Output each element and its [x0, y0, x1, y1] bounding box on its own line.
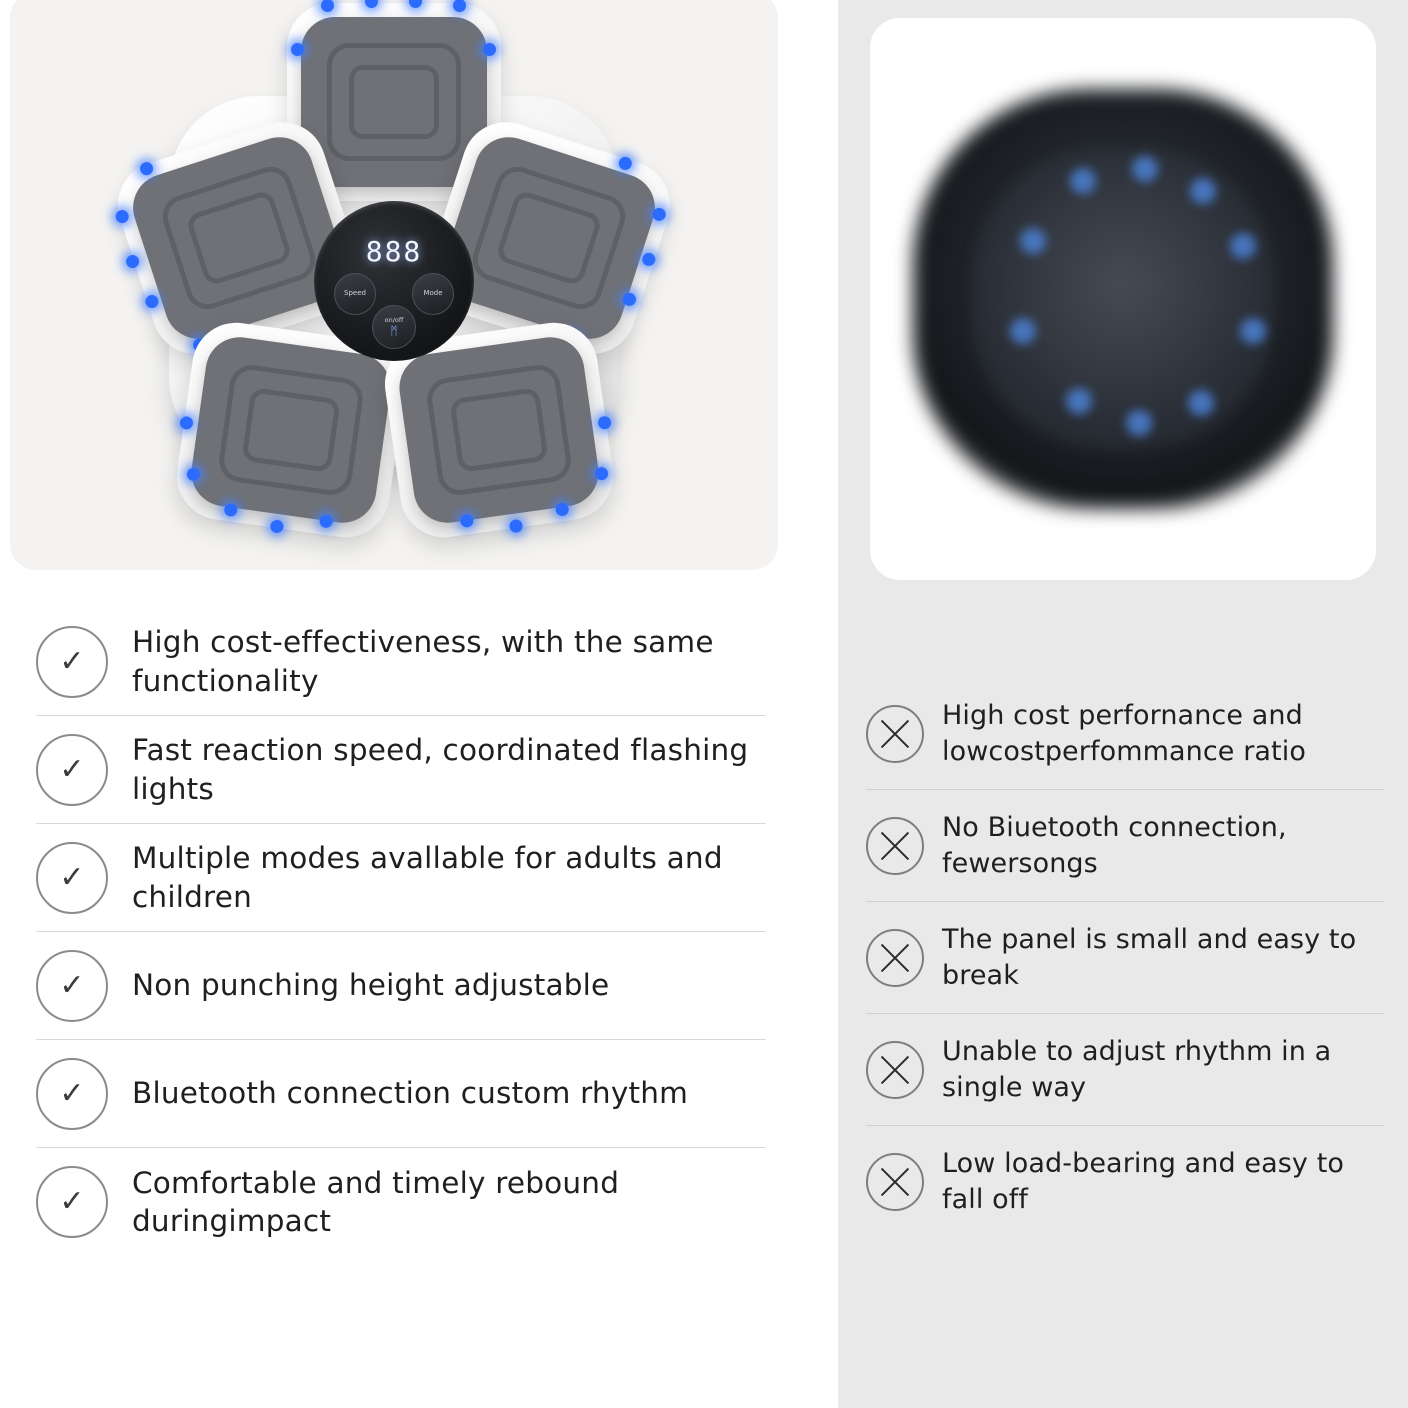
- list-item: [866, 678, 1384, 790]
- check-icon: ✓: [36, 1166, 108, 1238]
- check-icon: ✓: [36, 1058, 108, 1130]
- cross-icon: [866, 1153, 924, 1211]
- led-indicator: [1188, 390, 1214, 416]
- speed-button[interactable]: Speed: [334, 273, 376, 315]
- led-indicator: [1126, 410, 1152, 436]
- led-indicator: [597, 415, 612, 430]
- led-indicator: [321, 0, 334, 12]
- led-indicator: [1020, 228, 1046, 254]
- list-item: [36, 1040, 766, 1148]
- cross-icon: [866, 705, 924, 763]
- check-icon: ✓: [36, 842, 108, 914]
- led-indicator: [641, 251, 657, 267]
- list-item: [36, 716, 766, 824]
- led-indicator: [319, 514, 334, 529]
- check-icon: ✓: [36, 950, 108, 1022]
- drawback-text: The panel is small and easy to break: [942, 923, 1357, 991]
- cross-icon: [866, 817, 924, 875]
- boxing-machine-illustration: [74, 1, 714, 561]
- led-indicator: [144, 293, 160, 309]
- feature-text: Comfortable and timely rebound duringimpact: [132, 1165, 620, 1238]
- list-item: [36, 824, 766, 932]
- feature-list: [36, 608, 766, 1256]
- digital-display: 888: [365, 235, 423, 268]
- led-indicator: [179, 416, 194, 431]
- competitor-image-card: [870, 18, 1376, 580]
- led-indicator: [291, 43, 304, 56]
- led-indicator: [1132, 156, 1158, 182]
- mode-button[interactable]: Mode: [412, 273, 454, 315]
- list-item: [866, 902, 1384, 1014]
- feature-text: Non punching height adjustable: [132, 968, 610, 1003]
- drawback-list: [866, 678, 1384, 1238]
- pad-surface: [187, 333, 395, 527]
- cross-icon: [866, 929, 924, 987]
- check-icon: ✓: [36, 734, 108, 806]
- led-indicator: [114, 208, 130, 224]
- feature-text: Bluetooth connection custom rhythm: [132, 1076, 689, 1111]
- led-indicator: [1070, 168, 1096, 194]
- led-indicator: [483, 43, 496, 56]
- led-indicator: [1240, 318, 1266, 344]
- drawback-text: Unable to adjust rhythm in a single way: [942, 1035, 1332, 1103]
- list-item: [36, 932, 766, 1040]
- check-icon: ✓: [36, 626, 108, 698]
- led-indicator: [453, 0, 466, 12]
- pad-surface: [301, 17, 487, 187]
- list-item: [36, 1148, 766, 1256]
- led-indicator: [1010, 318, 1036, 344]
- pad-surface: [395, 333, 603, 527]
- list-item: [866, 790, 1384, 902]
- led-indicator: [138, 160, 154, 176]
- led-indicator: [270, 519, 285, 534]
- led-indicator: [409, 0, 422, 8]
- led-indicator: [124, 253, 140, 269]
- drawback-text: High cost perfornance and lowcostperfommance ratio: [942, 699, 1306, 767]
- control-panel: [314, 201, 474, 361]
- feature-text: High cost-effectiveness, with the same functionality: [132, 625, 714, 698]
- right-panel: [838, 0, 1408, 1408]
- list-item: [866, 1126, 1384, 1238]
- led-indicator: [1190, 178, 1216, 204]
- led-indicator: [594, 466, 609, 481]
- drawback-text: No Biuetooth connection, fewersongs: [942, 811, 1287, 879]
- led-indicator: [223, 503, 238, 518]
- drawback-text: Low load-bearing and easy to fall off: [942, 1148, 1344, 1215]
- list-item: [36, 608, 766, 716]
- feature-text: Fast reaction speed, coordinated flashing lights: [132, 733, 749, 806]
- led-indicator: [1230, 233, 1256, 259]
- product-image-card: [10, 0, 778, 570]
- power-button[interactable]: [372, 305, 416, 349]
- feature-text: Multiple modes avallable for adults and children: [132, 841, 723, 914]
- list-item: [866, 1014, 1384, 1126]
- bluetooth-icon: ᛗ: [390, 323, 398, 338]
- led-indicator: [509, 519, 524, 534]
- led-indicator: [617, 155, 633, 171]
- power-button-label: on/off: [384, 315, 404, 324]
- led-indicator: [365, 0, 378, 8]
- cross-icon: [866, 1041, 924, 1099]
- competitor-device-inner: [973, 149, 1273, 449]
- led-indicator: [1066, 388, 1092, 414]
- pad-surface: [124, 128, 353, 347]
